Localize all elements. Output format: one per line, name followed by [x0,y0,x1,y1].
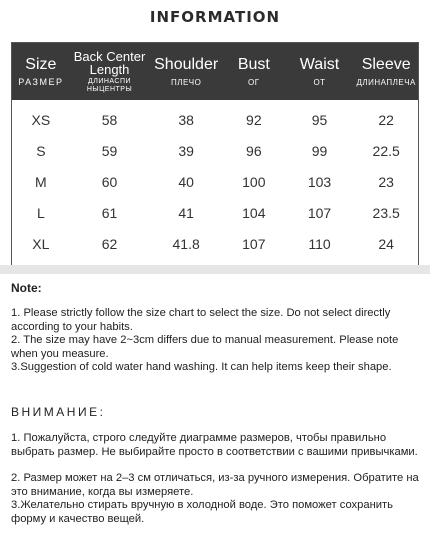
table-cell: 39 [178,142,194,159]
header-sleeve-ru: ДЛИНАПЛЕЧА [356,77,416,87]
table-cell: 107 [242,235,266,252]
header-waist-en: Waist [299,55,340,73]
ru-note-heading: ВНИМАНИЕ: [11,405,106,419]
header-bust-ru: ОГ [248,77,260,87]
header-sleeve [354,43,418,100]
table-cell: 23 [378,173,394,190]
table-cell: 62 [101,235,118,252]
table-cell: 41.8 [172,235,200,252]
note-paragraph-1: 1. Please strictly follow the size chart to select the size. Do not select directly according to your habits. [11,307,391,333]
header-back-center-length-ru: ДЛИНАСПИ НЫЦЕНТРЫ [86,77,133,93]
table-cell: 40 [178,173,194,190]
header-shoulder-ru: ПЛЕЧО [170,77,202,87]
table-body [12,100,418,267]
header-shoulder [149,43,223,100]
table-row [12,228,418,259]
note-heading: Note: [11,281,42,295]
table-cell: 60 [101,173,118,190]
table-cell: 95 [311,111,328,128]
page-title: INFORMATION [149,8,281,26]
table-cell: 22 [378,111,394,128]
table-cell: 96 [246,142,262,159]
table-cell: 107 [307,204,332,221]
table-cell: 110 [308,235,331,252]
table-cell: S [36,142,46,159]
header-sleeve-en: Sleeve [361,55,411,73]
note-paragraph-3: 3.Suggestion of cold water hand washing. It can help items keep their shape. [11,361,392,373]
header-bust [223,43,285,100]
table-cell: 22.5 [372,142,400,159]
table-row [12,104,418,135]
ru-note-paragraph-2: 2. Размер может на 2–3 см отличаться, из-за ручного измерения. Обратите на это внимание, когда вы измеряете. [11,472,419,498]
table-cell: 38 [178,111,194,128]
ru-note-paragraph-1: 1. Пожалуйста, строго следуйте диаграмме размеров, чтобы правильно выбрать размер. Не выбирайте просто в соответствии с вашими привычками. [11,432,418,458]
table-cell: L [36,204,45,221]
header-waist [285,43,355,100]
section-divider [0,265,430,274]
header-size [12,43,70,100]
table-cell: 92 [246,111,262,128]
table-cell: 24 [378,235,394,252]
table-cell: 103 [307,173,332,190]
table-cell: 59 [101,142,118,159]
header-shoulder-en: Shoulder [154,55,219,73]
table-row [12,135,418,166]
table-row [12,166,418,197]
table-cell: 100 [242,173,266,190]
header-bust-en: Bust [237,55,270,73]
header-back-center-length [70,43,150,100]
table-header [12,43,418,100]
table-cell: 99 [311,142,328,159]
table-cell: 58 [101,111,118,128]
header-back-center-length-en: Back Center Length [73,48,146,77]
table-cell: XS [31,111,51,128]
table-cell: XL [32,235,50,252]
table-cell: 104 [242,204,266,221]
ru-note-paragraph-3: 3.Желательно стирать вручную в холодной воде. Это поможет сохранить форму и качество вещей. [11,499,393,525]
header-waist-ru: ОТ [313,77,326,87]
size-chart-table [11,42,419,268]
table-cell: 41 [178,204,194,221]
note-paragraph-2: 2. The size may have 2~3cm differs due to manual measurement. Please note when you measure. [11,334,399,360]
table-row [12,197,418,228]
table-cell: 61 [101,204,118,221]
table-cell: 23.5 [372,204,400,221]
table-cell: M [35,173,47,190]
header-size-ru: РАЗМЕР [18,76,64,87]
header-size-en: Size [25,55,57,73]
